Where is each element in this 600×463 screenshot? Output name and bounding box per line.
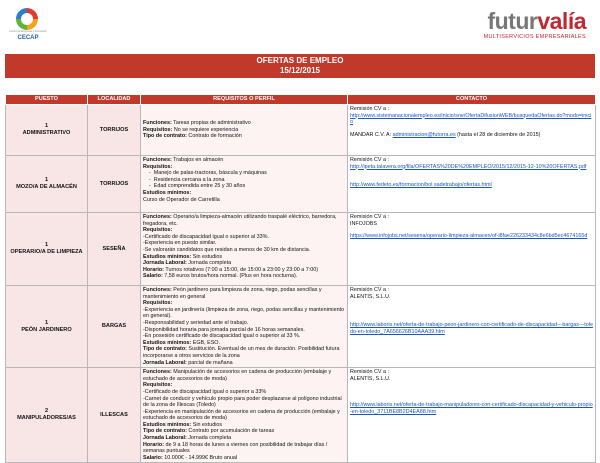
offers-date: 15/12/2015 [279, 66, 321, 75]
contact-intro: Remisión CV a : [350, 157, 389, 163]
contact-link[interactable]: https://www.infojobs.net/sesena/operario-limpieza-almacen/of-i8fae226233434c8e6bd5ec4674165d [350, 233, 588, 240]
req-text: Sustitución. Eventual de un mes de duración. Posibilidad futura incorporarse a otros servicios de la zona [143, 346, 340, 359]
requirements-cell [141, 105, 348, 156]
req-text: -Se valorarán candidatos que residan a menos de 30 km de distancia. [143, 246, 311, 253]
req-text: 7,58 euros brutos/hora normal. (Plus en hora nocturna). [162, 273, 298, 280]
req-text: 10.000€ - 14.999€ Bruto anual [162, 454, 238, 461]
wordmark-part-a: futur [487, 8, 538, 34]
req-label: Estudios mínimos: [143, 189, 192, 196]
req-text: No se requiere experiencia [172, 126, 239, 133]
futurvalia-wordmark [487, 8, 586, 34]
location-cell: TORRIJOS [88, 105, 141, 156]
contact-cell [348, 156, 596, 213]
req-label: Funciones: [143, 369, 172, 376]
location-cell: TORRIJOS [88, 156, 141, 213]
req-bullet: Manejo de palas-tractoras, báscula y máquinas [153, 170, 267, 177]
contact-link[interactable]: http://www.laboris.net/oferta-de-trabajo-manipuladores-con-certificado-discapacidad-y-vehiculo-propio-en-toledo_3711BE8B2D4EA88.htm [350, 402, 593, 415]
cecap-logo-ring-icon [16, 8, 38, 30]
req-text: -Carnet de conducir y vehículo propio para poder desplazarse al polígono industrial de la zona de Illescas (Toledo) [143, 395, 342, 409]
req-label: Estudios mínimos: [143, 339, 192, 346]
req-text: Trabajos en almacén [171, 157, 224, 163]
contact-cell [348, 105, 596, 156]
location-cell: SESEÑA [88, 213, 141, 286]
req-text: -Certificado de discapacidad igual o superior al 33%. [143, 233, 269, 240]
futurvalia-tagline: MULTISERVICIOS EMPRESARIALES [483, 34, 586, 40]
req-label: Requisitos: [143, 300, 173, 307]
table-row [6, 368, 596, 463]
location-cell: BARGAS [88, 286, 141, 368]
req-text: -Experiencia en jardinería (limpieza de zona, riego, podas sencillas y mantenimiento en general). [143, 306, 345, 320]
req-text: Sin estudios [191, 253, 223, 260]
contact-link[interactable]: http://www.laboris.net/oferta-de-trabajo-peon-jardinero-con-certificado-de-discapacidad---bargas---toledo-en-toledo_7A656626B10AAA39.htm [350, 322, 593, 335]
req-text: -Certificado de discapacidad igual o superior a 33% [143, 388, 267, 395]
req-label: Jornada Laboral: [143, 260, 187, 267]
contact-intro: Remisión CV a : [350, 369, 389, 376]
req-label: Tipo de contrato: [143, 346, 187, 353]
requirements-cell [141, 213, 348, 286]
req-label: Funciones: [143, 120, 172, 127]
cecap-logo-subtitle: Centro de Empresas y Formación [9, 30, 47, 33]
contact-email-link[interactable]: administracion@futorra.es [392, 131, 456, 138]
contact-cell [348, 368, 596, 463]
req-text: Jornada completa [186, 260, 232, 267]
cecap-logo [8, 8, 48, 42]
req-text: Contrato de formación [186, 133, 242, 140]
job-title: PEÓN JARDINERO [21, 326, 72, 333]
vacancy-count: 1 [44, 319, 49, 326]
cecap-logo-name: CECAP [17, 35, 39, 41]
offers-title: OFERTAS DE EMPLEO [256, 56, 344, 65]
req-label: Requisitos: [143, 163, 173, 170]
req-text: EGB, ESO. [191, 339, 220, 346]
contact-intro: Remisión CV a : [350, 287, 389, 293]
puesto-cell [6, 213, 88, 286]
contact-intro: Remisión CV a : [350, 214, 389, 220]
contact-company: INFOJOBS [350, 220, 377, 227]
req-label: Estudios mínimos: [143, 421, 192, 428]
puesto-cell [6, 286, 88, 368]
job-title: OPERARIO/A DE LIMPIEZA [10, 249, 83, 255]
req-text: Manipulación de accesorios en cadena de producción (embalaje y estuchado de accesorios de moda) [143, 369, 332, 382]
vacancy-count: 1 [44, 177, 49, 183]
req-text: -Experiencia en manipulación de accesorios en cadena de producción (embalaje y estuchado de accesorios de moda) [143, 408, 340, 422]
req-text: -Experiencia en puesto similar. [143, 240, 217, 247]
contact-cell [348, 286, 596, 368]
req-text: Sin estudios [191, 421, 223, 428]
puesto-cell [6, 368, 88, 463]
col-header-localidad: LOCALIDAD [88, 95, 141, 105]
contact-cell [348, 213, 596, 286]
req-label: Tipo de contrato: [143, 133, 187, 140]
table-row [6, 105, 596, 156]
req-bullet: Edad comprendida entre 25 y 30 años [153, 183, 246, 190]
req-label: Requisitos: [143, 126, 173, 133]
req-text: -Disponibilidad horaria para jornada parcial de 16 horas semanales. [143, 326, 305, 333]
contact-company: ALENTIS, S.L.U. [350, 293, 391, 300]
job-offers-table [5, 94, 596, 463]
table-row [6, 213, 596, 286]
vacancy-count: 1 [44, 242, 49, 248]
req-label: Estudios mínimos: [143, 253, 192, 260]
req-label: Requisitos: [143, 382, 173, 389]
contact-company: ALENTIS, S.L.U. [350, 375, 391, 382]
requirements-cell [141, 368, 348, 463]
table-row [6, 286, 596, 368]
req-label: Tipo de contrato: [143, 428, 187, 435]
job-title: MOZO/A DE ALMACÉN [16, 184, 77, 190]
req-label: Funciones: [143, 157, 172, 163]
futurvalia-logo [466, 8, 586, 44]
col-header-puesto: PUESTO [6, 95, 88, 105]
puesto-cell [6, 105, 88, 156]
req-label: Funciones: [143, 287, 172, 293]
req-text: Contrato por acumulación de tareas [186, 428, 275, 435]
page-header [0, 0, 600, 48]
contact-intro: Remisión CV a : [350, 106, 389, 112]
vacancy-count: 2 [44, 408, 49, 415]
table-row [6, 156, 596, 213]
contact-link[interactable]: http://www.fedeto.es/formacion/bol sadetrabajo/ofertas.html [350, 182, 492, 189]
req-text: Peón jardinero para limpieza de zona, riego, podas sencillas y mantenimiento en general [143, 287, 322, 300]
req-text: -En posesión certificado de discapacidad igual o superior al 33 %. [143, 333, 301, 340]
job-title: MANIPULADORES/AS [17, 415, 76, 422]
req-label: Funciones: [143, 214, 172, 220]
contact-link[interactable]: http://ipeta.talavera.org/fila/OFERTAS%20DE%20EMPLEO/2015/12/2015-12-10%20OFERTAS.pdf [350, 163, 587, 170]
req-label: Jornada Laboral: [143, 359, 187, 366]
req-text: -Responsabilidad y seriedad ante el trabajo. [143, 319, 249, 326]
req-text: Turnos rotativos (7:00 a 15:00, de 15:00 a 23:00 y 23:00 a 7:00) [163, 266, 319, 273]
puesto-cell [6, 156, 88, 213]
contact-mail-label: MANDAR C.V. A: [350, 131, 393, 138]
job-title: ADMINISTRATIVO [22, 130, 71, 136]
req-text: Tareas propias de administrativo [171, 120, 251, 127]
req-label: Jornada Laboral: [143, 435, 187, 442]
offers-title-bar [5, 54, 595, 78]
col-header-contacto: CONTACTO [348, 95, 596, 105]
req-label: Horario: [143, 266, 164, 273]
contact-link[interactable]: http://www.sistemanacionalempleo.es/inicio/sne/OfertaDifusionWEB/busquedaOfertas.do?modo=inicio [350, 112, 592, 126]
req-text: Jornada completa [186, 435, 232, 442]
req-text: parcial de mañana [186, 359, 233, 366]
req-text: Operario/a limpieza-almacén utilizando traspalé eléctrico, barredora, fregadora, etc. [143, 214, 337, 227]
req-label: Requisitos: [143, 227, 173, 234]
req-label: Salario: [143, 273, 163, 280]
col-header-requisitos: REQUISITOS O PERFIL [141, 95, 348, 105]
location-cell: ILLESCAS [88, 368, 141, 463]
vacancy-count: 1 [44, 123, 49, 129]
req-label: Horario: [143, 441, 164, 448]
contact-deadline: (hasta el 28 de diciembre de 2015) [455, 131, 541, 138]
requirements-cell: Funciones: Trabajos en almacén Requisitos: - Manejo de palas-tractoras, báscula y máquinas - Residencia cercana a la zona - Edad comprendida entre 25 y 30 años Estudios mínimos: Curso de Operador de Carretilla [141, 156, 348, 213]
requirements-cell [141, 286, 348, 368]
req-text: de 9 a 18 horas de lunes a viernes con posibilidad de trabajar días / semanas puntuales [143, 441, 328, 455]
table-header-row [6, 95, 596, 105]
req-bullet: Residencia cercana a la zona [153, 176, 225, 183]
req-text: Curso de Operador de Carretilla [143, 196, 220, 203]
wordmark-part-b: valía [537, 8, 586, 34]
req-label: Salario: [143, 454, 163, 461]
